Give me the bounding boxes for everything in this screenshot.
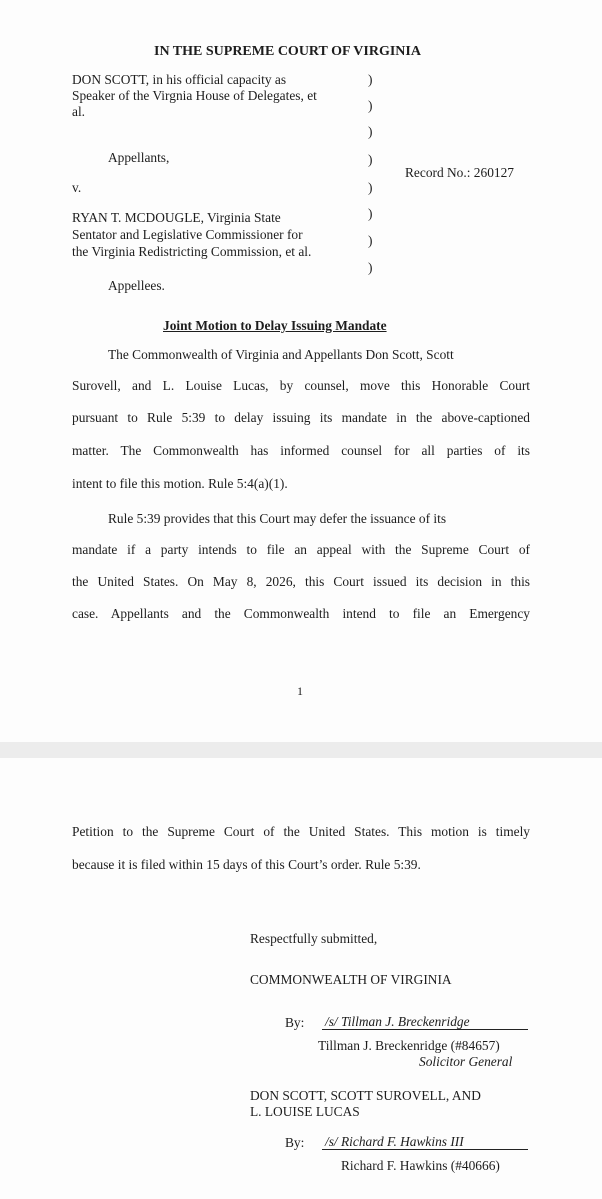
continuation-line-1: Petition to the Supreme Court of the United States. This motion is timely <box>72 824 530 839</box>
caption-paren: ) <box>368 180 373 195</box>
paragraph2-line-2: mandate if a party intends to file an appeal with the Supreme Court of <box>72 542 530 557</box>
appellants-party-line-1: DON SCOTT, in his official capacity as <box>72 72 287 87</box>
signer1-entity: COMMONWEALTH OF VIRGINIA <box>250 972 452 987</box>
signer1-by-label: By: <box>285 1015 305 1030</box>
record-number: Record No.: 260127 <box>405 165 514 180</box>
signer2-entity-line-2: L. LOUISE LUCAS <box>250 1104 360 1119</box>
paragraph1-line-2: Surovell, and L. Louise Lucas, by counsel, move this Honorable Court <box>72 378 530 393</box>
paragraph2-line-4: case. Appellants and the Commonwealth intend to file an Emergency <box>72 606 530 621</box>
caption-paren: ) <box>368 98 373 113</box>
signer1-signature: /s/ Tillman J. Breckenridge <box>325 1014 470 1029</box>
appellees-party-line-1: RYAN T. MCDOUGLE, Virginia State <box>72 210 281 225</box>
continuation-line-2: because it is filed within 15 days of this Court’s order. Rule 5:39. <box>72 857 421 872</box>
caption-paren: ) <box>368 233 373 248</box>
paragraph2-line-3: the United States. On May 8, 2026, this Court issued its decision in this <box>72 574 530 589</box>
caption-paren: ) <box>368 152 373 167</box>
court-heading: IN THE SUPREME COURT OF VIRGINIA <box>154 44 421 59</box>
page-number: 1 <box>297 684 303 698</box>
signer1-name: Tillman J. Breckenridge (#84657) <box>318 1038 500 1053</box>
appellees-party-line-2: Sentator and Legislative Commissioner for <box>72 227 303 242</box>
signer2-by-label: By: <box>285 1135 305 1150</box>
appellants-label: Appellants, <box>108 150 170 165</box>
signer1-title: Solicitor General <box>419 1054 513 1069</box>
caption-paren: ) <box>368 260 373 275</box>
paragraph2-line-1: Rule 5:39 provides that this Court may defer the issuance of its <box>108 511 447 526</box>
paragraph1-line-4: matter. The Commonwealth has informed counsel for all parties of its <box>72 443 530 458</box>
motion-title: Joint Motion to Delay Issuing Mandate <box>163 318 387 333</box>
caption-paren: ) <box>368 206 373 221</box>
closing-text: Respectfully submitted, <box>250 931 378 946</box>
signer2-signature-line <box>322 1149 528 1150</box>
signer1-signature-line <box>322 1029 528 1030</box>
paragraph1-line-5: intent to file this motion. Rule 5:4(a)(1). <box>72 476 288 491</box>
caption-paren: ) <box>368 124 373 139</box>
appellees-label: Appellees. <box>108 278 165 293</box>
document-page-2 <box>0 758 602 1199</box>
caption-paren: ) <box>368 72 373 87</box>
paragraph1-line-3: pursuant to Rule 5:39 to delay issuing its mandate in the above-captioned <box>72 410 530 425</box>
appellants-party-line-2: Speaker of the Virgnia House of Delegates, et <box>72 88 317 103</box>
signer2-entity-line-1: DON SCOTT, SCOTT SUROVELL, AND <box>250 1088 481 1103</box>
signer2-name: Richard F. Hawkins (#40666) <box>341 1158 500 1173</box>
appellees-party-line-3: the Virginia Redistricting Commission, et al. <box>72 244 312 259</box>
paragraph1-line-1: The Commonwealth of Virginia and Appellants Don Scott, Scott <box>108 347 454 362</box>
appellants-party-line-3: al. <box>72 104 86 119</box>
signer2-signature: /s/ Richard F. Hawkins III <box>325 1134 464 1149</box>
versus-label: v. <box>72 180 82 195</box>
